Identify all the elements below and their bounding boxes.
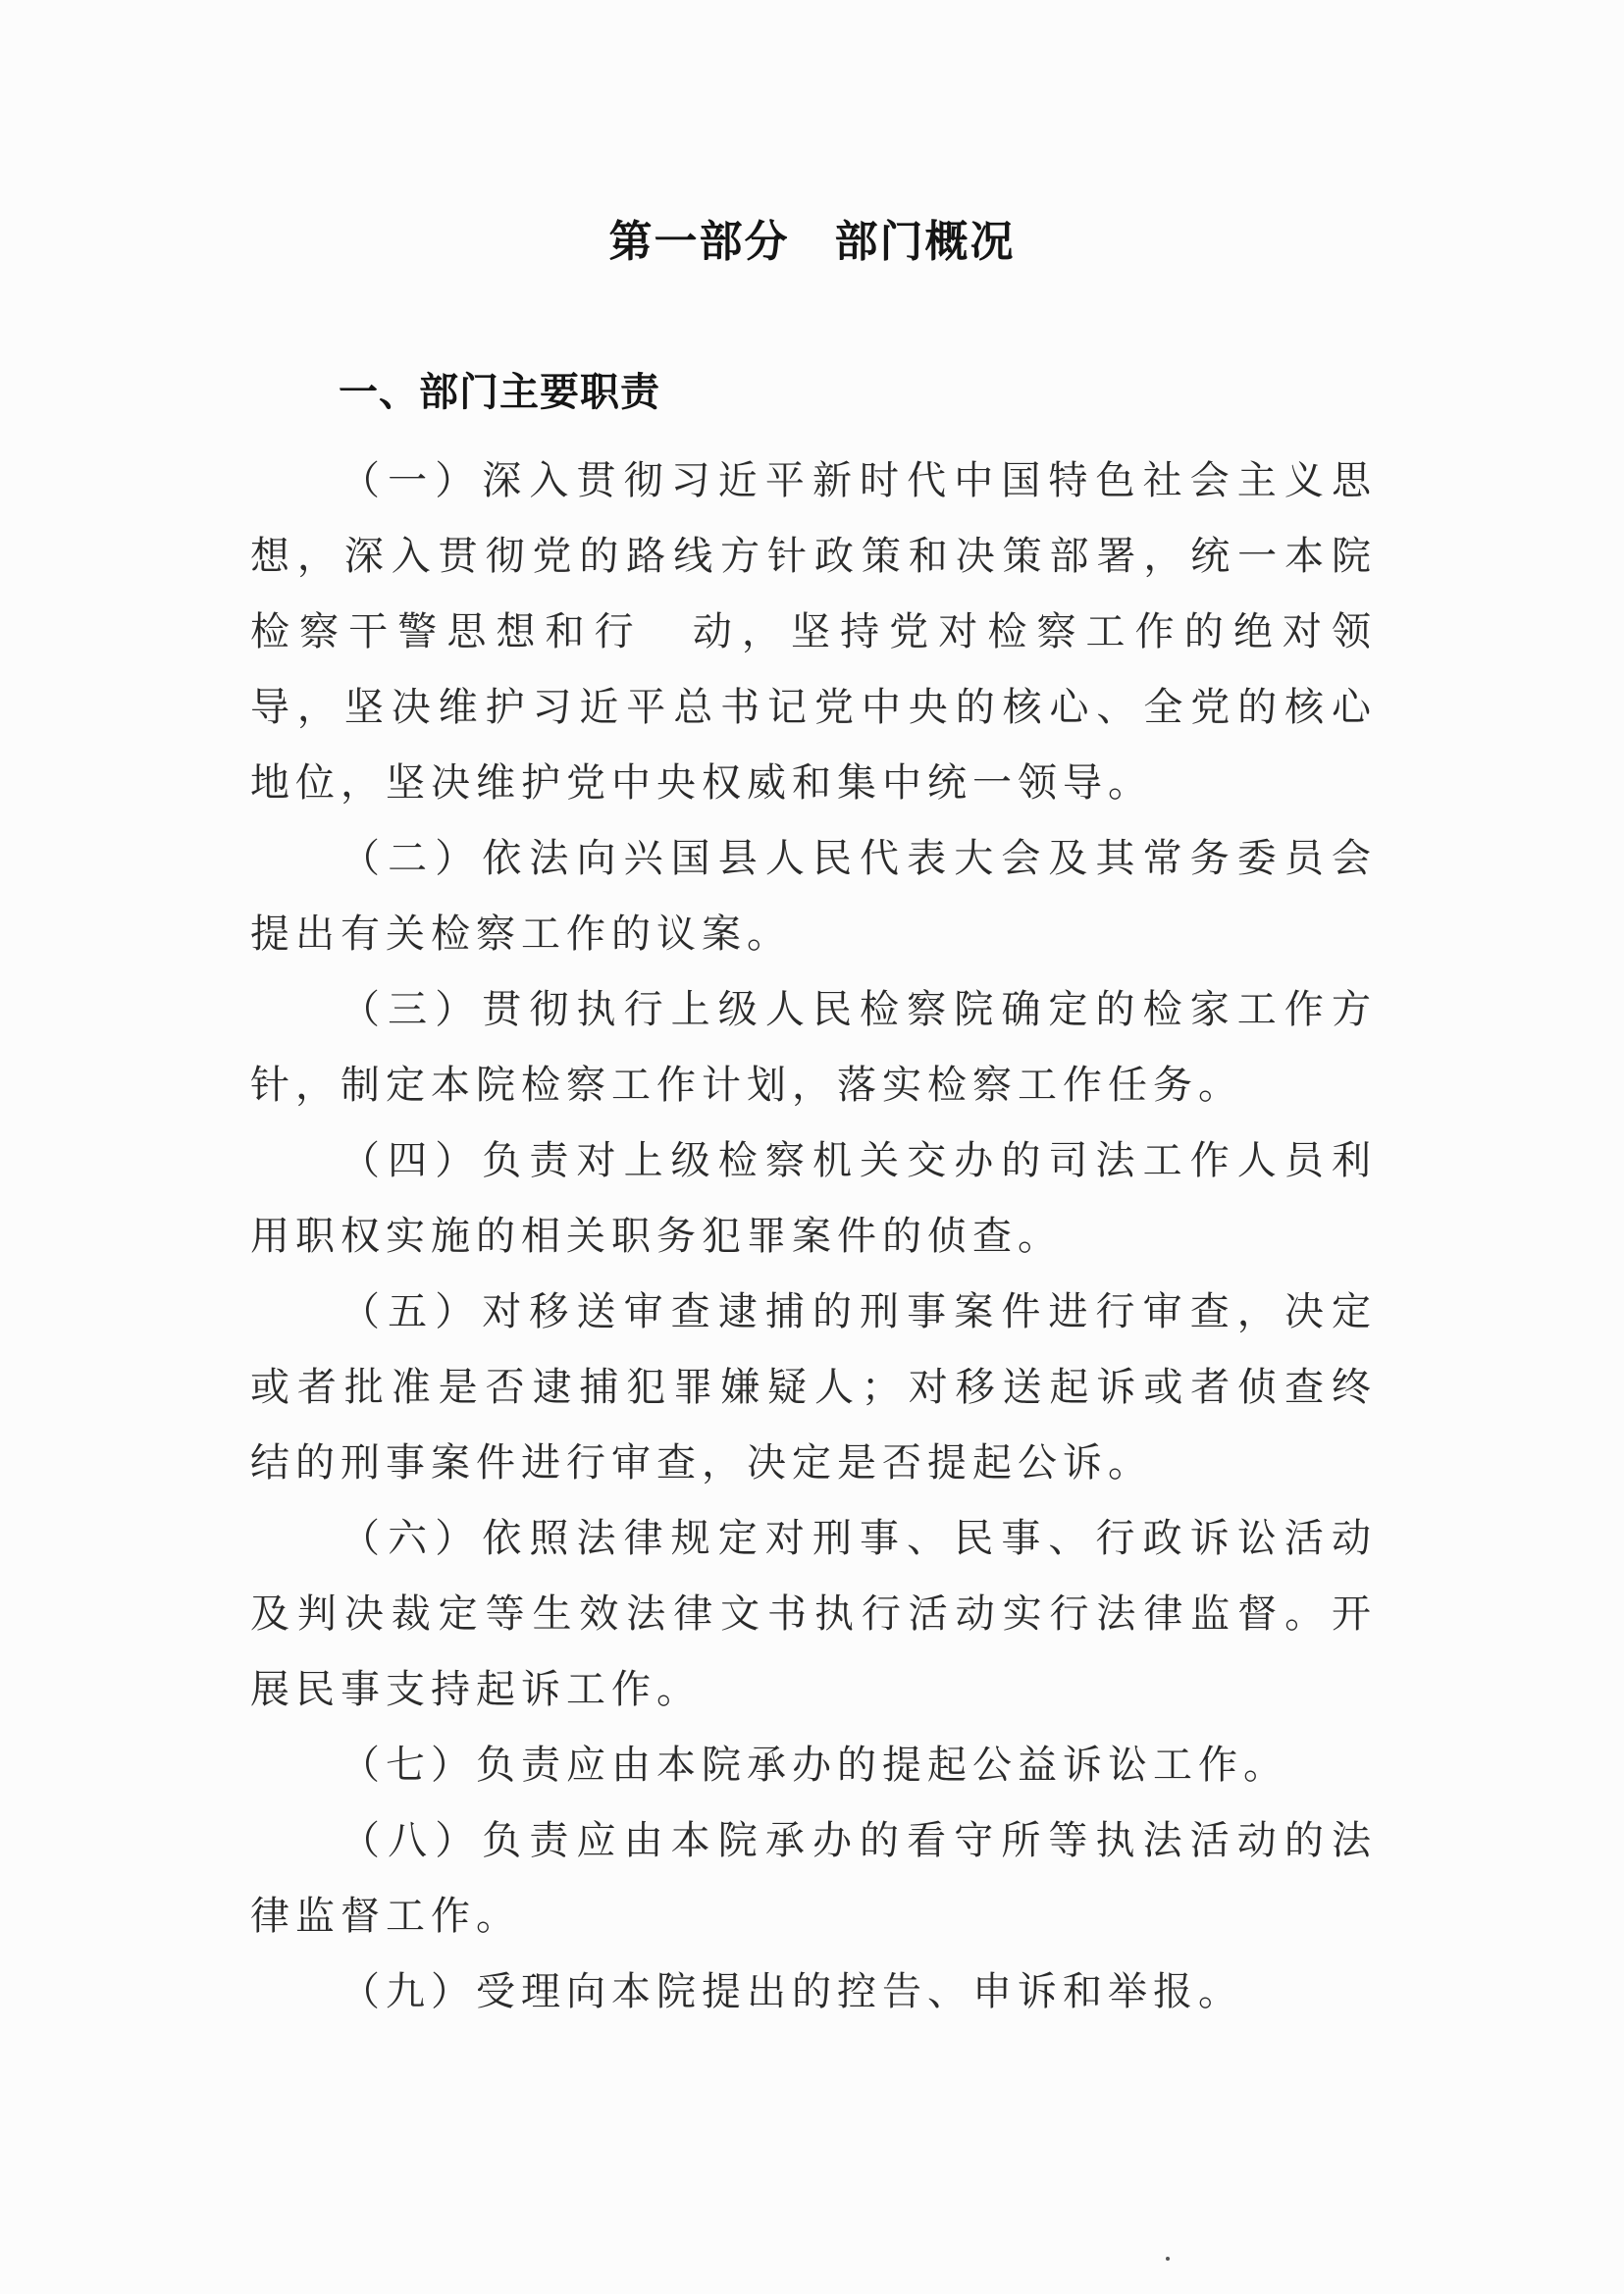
- paragraph-3: （三）贯彻执行上级人民检察院确定的检家工作方针，制定本院检察工作计划，落实检察工作任务。: [250, 987, 1377, 1108]
- page-title: 第一部分 部门概况: [608, 217, 1016, 267]
- paragraph-6: （六）依照法律规定对刑事、民事、行政诉讼活动及判决裁定等生效法律文书执行活动实行法律监督。开展民事支持起诉工作。: [250, 1516, 1377, 1712]
- paragraph-4: （四）负责对上级检察机关交办的司法工作人员利用职权实施的相关职务犯罪案件的侦查。: [250, 1138, 1377, 1259]
- paragraph-8: （八）负责应由本院承办的看守所等执法活动的法律监督工作。: [250, 1818, 1377, 1939]
- paragraph-9: （九）受理向本院提出的控告、申诉和举报。: [341, 1969, 1243, 2014]
- paragraph-1: （一）深入贯彻习近平新时代中国特色社会主义思想，深入贯彻党的路线方针政策和决策部署，统一本院检察干警思想和行 动，坚持党对检察工作的绝对领导，坚决维护习近平总书记党中央的核心、全党的核心地位，坚决维护党中央权威和集中统一领导。: [250, 458, 1377, 806]
- paragraph-5: （五）对移送审查逮捕的刑事案件进行审查，决定或者批准是否逮捕犯罪嫌疑人；对移送起诉或者侦查终结的刑事案件进行审查，决定是否提起公诉。: [250, 1289, 1377, 1486]
- section-heading: 一、部门主要职责: [339, 370, 660, 415]
- paragraph-2: （二）依法向兴国县人民代表大会及其常务委员会提出有关检察工作的议案。: [250, 836, 1377, 957]
- scan-dust-mark: [1166, 2257, 1170, 2261]
- paragraph-7: （七）负责应由本院承办的提起公益诉讼工作。: [341, 1743, 1288, 1788]
- document-body: [250, 443, 1377, 2030]
